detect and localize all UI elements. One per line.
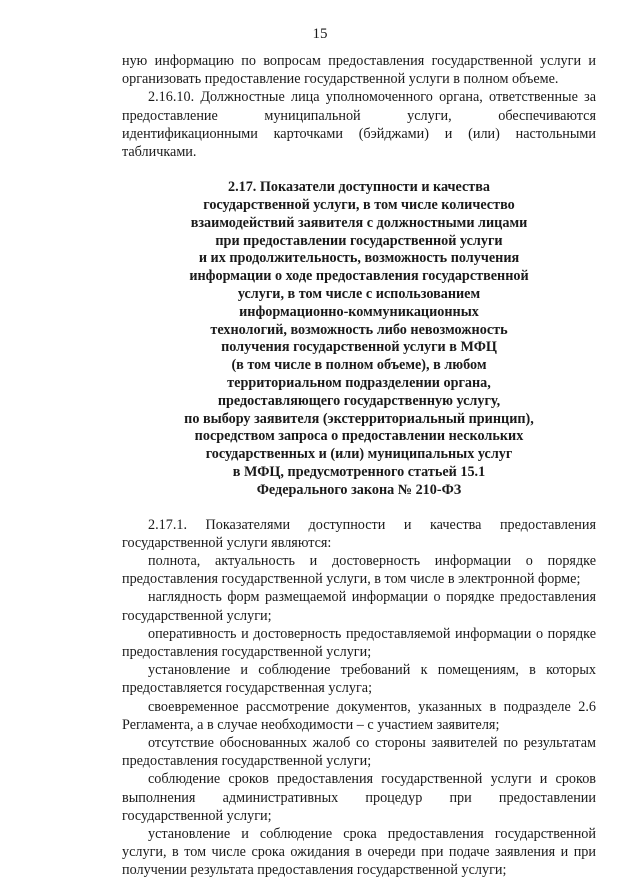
heading-line: получения государственной услуги в МФЦ [221, 339, 497, 356]
section-heading [122, 179, 596, 499]
heading-line: по выбору заявителя (экстерриториальный принцип), [184, 410, 534, 427]
heading-line: посредством запроса о предоставлении нескольких [194, 428, 524, 445]
heading-line: и их продолжительность, возможность получения [198, 250, 520, 267]
list-item: соблюдение сроков предоставления государственной услуги и сроков выполнения административных процедур при предоставлении государственной услуги; [122, 771, 596, 824]
list-item: установление и соблюдение срока предоставления государственной услуги, в том числе срока ожидания в очереди при подаче заявления и при получении результата предоставления государственной услуги; [122, 826, 596, 879]
list-item: своевременное рассмотрение документов, указанных в подразделе 2.6 Регламента, а в случае необходимости – с участием заявителя; [122, 698, 596, 733]
heading-line: территориальном подразделении органа, [227, 374, 491, 391]
heading-line: государственных и (или) муниципальных услуг [205, 446, 513, 463]
heading-line: при предоставлении государственной услуги [215, 232, 503, 249]
list-item: полнота, актуальность и достоверность информации о порядке предоставления государственной услуги, в том числе в электронной форме; [122, 552, 596, 588]
document-body [122, 52, 596, 880]
paragraph: 2.16.10. Должностные лица уполномоченного органа, ответственные за предоставление муниципальной услуги, обеспечиваются идентификационными карточками (бэйджами) и (или) настольными табличками. [122, 89, 596, 161]
heading-line: в МФЦ, предусмотренного статьей 15.1 [232, 463, 486, 480]
heading-line: предоставляющего государственную услугу, [217, 392, 501, 409]
heading-line: государственной услуги, в том числе количество [203, 197, 515, 214]
list-item: установление и соблюдение требований к помещениям, в которых предоставляется государственная услуга; [122, 662, 596, 697]
heading-line: Федерального закона № 210-ФЗ [256, 481, 462, 498]
list-item: отсутствие обоснованных жалоб со стороны заявителей по результатам предоставления государственной услуги; [122, 735, 596, 770]
heading-line: информационно-коммуникационных [239, 303, 479, 320]
heading-line: услуги, в том числе с использованием [237, 286, 481, 302]
paragraph: ную информацию по вопросам предоставления государственной услуги и организовать предоставление государственной услуги в полном объеме. [122, 53, 596, 88]
heading-line: информации о ходе предоставления государственной [189, 268, 529, 285]
list-item: оперативность и достоверность предоставляемой информации о порядке предоставления государственной услуги; [122, 625, 596, 660]
paragraph: 2.17.1. Показателями доступности и качества предоставления государственной услуги являются: [122, 516, 596, 551]
heading-line: взаимодействий заявителя с должностными лицами [190, 214, 528, 231]
heading-line: (в том числе в полном объеме), в любом [231, 357, 487, 374]
heading-line: технологий, возможность либо невозможность [210, 321, 508, 338]
list-item: наглядность форм размещаемой информации о порядке предоставления государственной услуги; [122, 589, 596, 624]
heading-line: 2.17. Показатели доступности и качества [227, 179, 491, 196]
page-number: 15 [312, 26, 328, 42]
